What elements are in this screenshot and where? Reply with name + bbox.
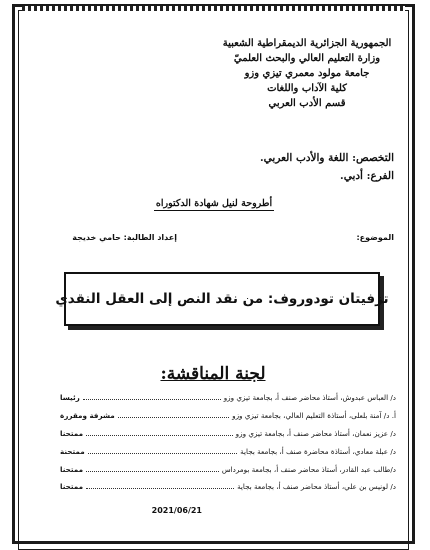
republic-name: الجمهورية الجزائرية الديمقراطية الشعبية [222,38,392,49]
committee-heading [24,364,402,384]
member-role: ممتحنا [60,482,84,491]
dotted-leader [118,410,229,418]
member-name: أ. د/ آمنة بلعلى، أستاذة التعليم العالي، بجامعة تيزي وزو [232,411,396,420]
committee-heading-text: لجنة المناقشة: [160,364,266,384]
member-role: ممتحنا [60,465,84,474]
university-name: جامعة مولود معمري تيزي وزو [244,68,370,79]
committee-member [60,481,396,495]
thesis-cover-page [24,14,402,514]
thesis-title-box [55,272,389,326]
thesis-title: تزفيتان تودوروف: من نقد النص إلى العقل النقدي [55,291,389,307]
ministry-name: وزارة التعليم العالي والبحث العلميّ [233,53,381,64]
member-role: ممتحنة [60,447,85,456]
dotted-leader [86,481,234,489]
member-role: ممتحنا [60,429,84,438]
dotted-leader [86,464,219,472]
member-role: مشرفة ومقررة [60,411,115,420]
decorative-border-pattern [22,6,405,11]
committee-member [60,464,396,478]
thesis-type-label: أطروحة لنيل شهادة الدكتوراه [155,198,273,209]
dotted-leader [83,392,221,400]
dotted-leader [86,428,233,436]
committee-member [60,446,396,460]
faculty-name: كلية الآداب واللغات [267,83,347,94]
member-name: د/ عبلة معادي، أستاذة محاضرة صنف أ، بجامعة بجاية [240,447,396,456]
department-name: قسم الأدب العربي [268,98,346,109]
member-name: د/طالب عبد القادر، أستاذ محاضر صنف أ، بجامعة بومرداس [221,465,396,474]
dotted-leader [88,446,237,454]
member-name: د/ العباس عبدوش، أستاذ محاضر صنف أ، بجامعة تيزي وزو [223,393,396,402]
committee-member [60,410,396,424]
branch-line: الفرع: أدبي. [340,170,394,182]
committee-member [60,392,396,406]
defense-date: 2021/06/21 [151,506,202,515]
member-role: رئيسا [60,393,80,402]
specialty-line: التخصص: اللغة والأدب العربي. [259,152,394,164]
topic-label: الموضوع: [356,233,394,242]
member-name: د/ عزيز نعمان، أستاذ محاضر صنف أ، بجامعة تيزي وزو [235,429,396,438]
committee-member [60,428,396,442]
member-name: د/ لونيس بن علي، أستاذ محاضر صنف أ، بجامعة بجاية [237,482,396,491]
prepared-by-line: إعداد الطالبة: حامي خديجة [72,233,177,242]
